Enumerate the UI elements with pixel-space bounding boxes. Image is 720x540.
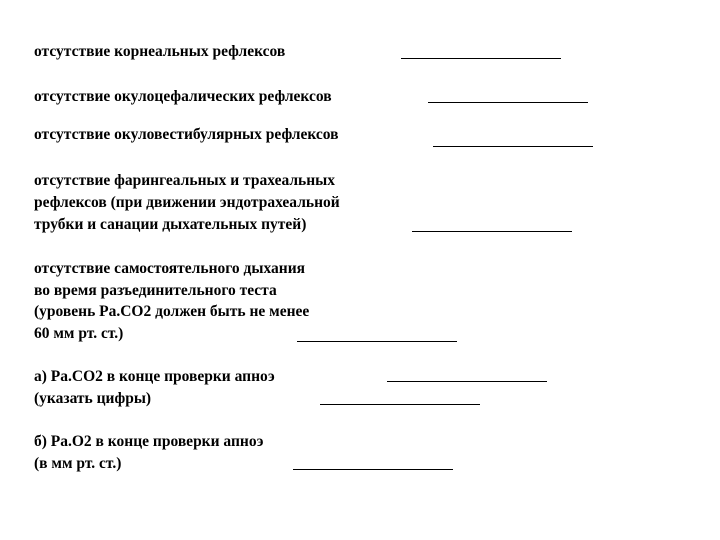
criterion-text-line: трубки и санации дыхательных путей) [34,216,307,233]
measurement-text-line: (указать цифры) [34,390,152,407]
measurement-text-line: (в мм рт. ст.) [34,455,122,472]
criterion-text-line: во время разъединительного теста [34,282,277,299]
criterion-text: отсутствие корнеальных рефлексов [34,43,286,60]
answer-blank-line[interactable] [297,341,457,342]
answer-blank-line[interactable] [433,146,593,147]
answer-blank-line[interactable] [293,469,453,470]
criterion-text-line: отсутствие фарингеальных и трахеальных [34,172,336,189]
answer-blank-line[interactable] [428,102,588,103]
answer-blank-line[interactable] [387,381,547,382]
criterion-text-line: (уровень Ра.СО2 должен быть не менее [34,303,310,320]
criterion-text: отсутствие окуловестибулярных рефлексов [34,126,339,143]
criterion-text-line: рефлексов (при движении эндотрахеальной [34,194,340,211]
measurement-text-line: а) Ра.СО2 в конце проверки апноэ [34,368,275,385]
criterion-text-line: 60 мм рт. ст.) [34,325,124,342]
criterion-text-line: отсутствие самостоятельного дыхания [34,260,306,277]
answer-blank-line[interactable] [401,58,561,59]
answer-blank-line[interactable] [412,231,572,232]
answer-blank-line[interactable] [320,404,480,405]
criterion-text: отсутствие окулоцефалических рефлексов [34,88,332,105]
measurement-text-line: б) Ра.О2 в конце проверки апноэ [34,433,264,450]
